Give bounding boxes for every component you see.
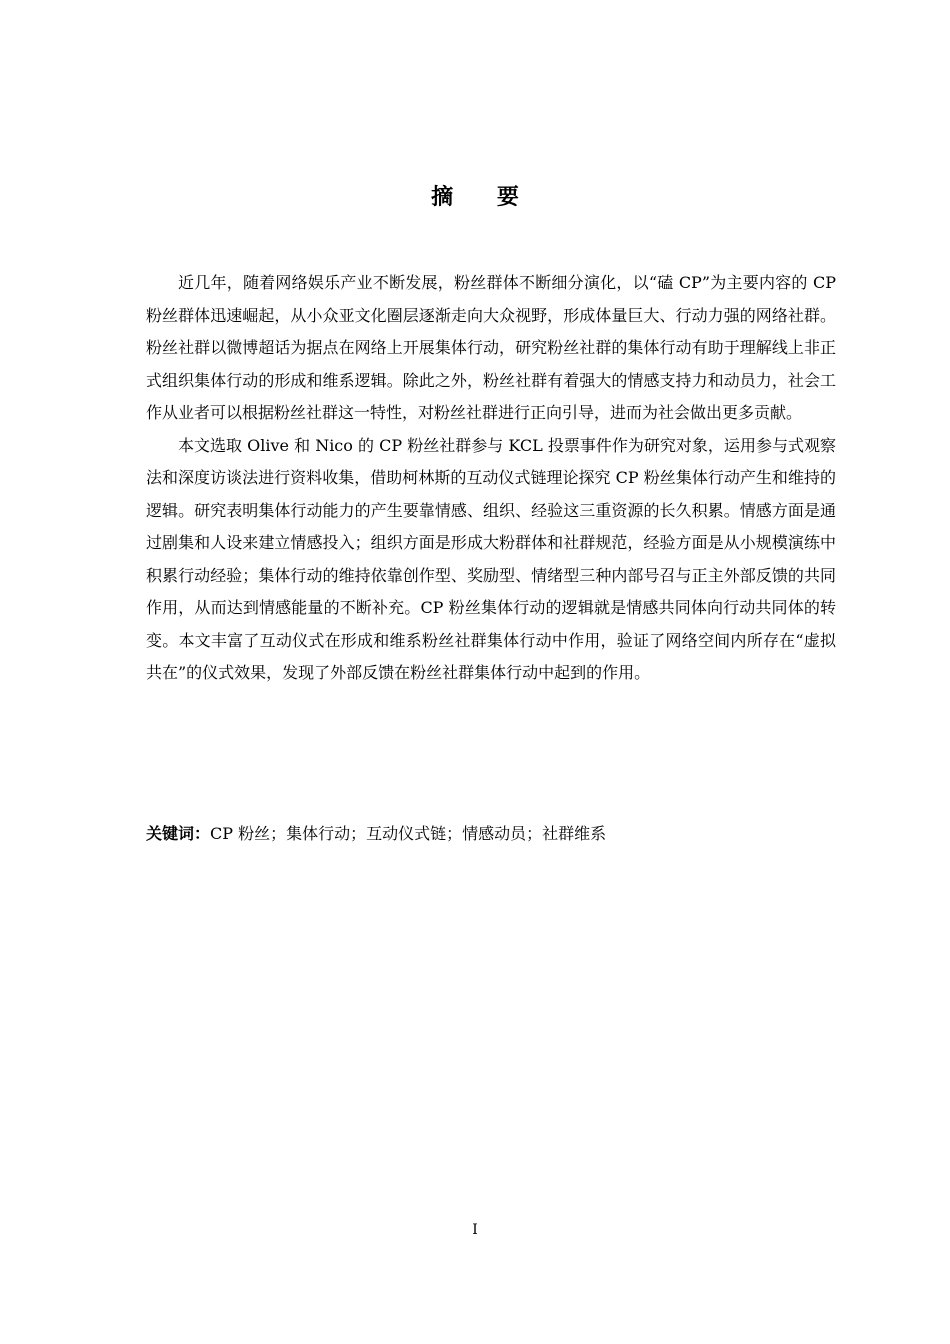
keywords-text: CP 粉丝；集体行动；互动仪式链；情感动员；社群维系 [210,824,607,843]
abstract-body [146,267,836,690]
keywords-label: 关键词： [146,824,211,843]
keywords-line [146,820,836,848]
abstract-paragraph-2: 本文选取 Olive 和 Nico 的 CP 粉丝社群参与 KCL 投票事件作为研究对象，运用参与式观察法和深度访谈法进行资料收集，借助柯林斯的互动仪式链理论探究 CP 粉丝集体行动产生和维持的逻辑。研究表明集体行动能力的产生要靠情感、组织、经验这三重资源的长久积累。情感方面是通过剧集和人设来建立情感投入；组织方面是形成大粉群体和社群规范，经验方面是从小规模演练中积累行动经验；集体行动的维持依靠创作型、奖励型、情绪型三种内部号召与正主外部反馈的共同作用，从而达到情感能量的不断补充。CP 粉丝集体行动的逻辑就是情感共同体向行动共同体的转变。本文丰富了互动仪式在形成和维系粉丝社群集体行动中作用，验证了网络空间内所存在“虚拟共在”的仪式效果，发现了外部反馈在粉丝社群集体行动中起到的作用。 [146,435,836,682]
page-number: I [472,1222,478,1238]
abstract-title: 摘 要 [431,185,537,210]
abstract-paragraph-1: 近几年，随着网络娱乐产业不断发展，粉丝群体不断细分演化，以“磕 CP”为主要内容的 CP 粉丝群体迅速崛起，从小众亚文化圈层逐渐走向大众视野，形成体量巨大、行动力强的网络社群。粉丝社群以微博超话为据点在网络上开展集体行动，研究粉丝社群的集体行动有助于理解线上非正式组织集体行动的形成和维系逻辑。除此之外，粉丝社群有着强大的情感支持力和动员力，社会工作从业者可以根据粉丝社群这一特性，对粉丝社群进行正向引导，进而为社会做出更多贡献。 [146,273,836,422]
